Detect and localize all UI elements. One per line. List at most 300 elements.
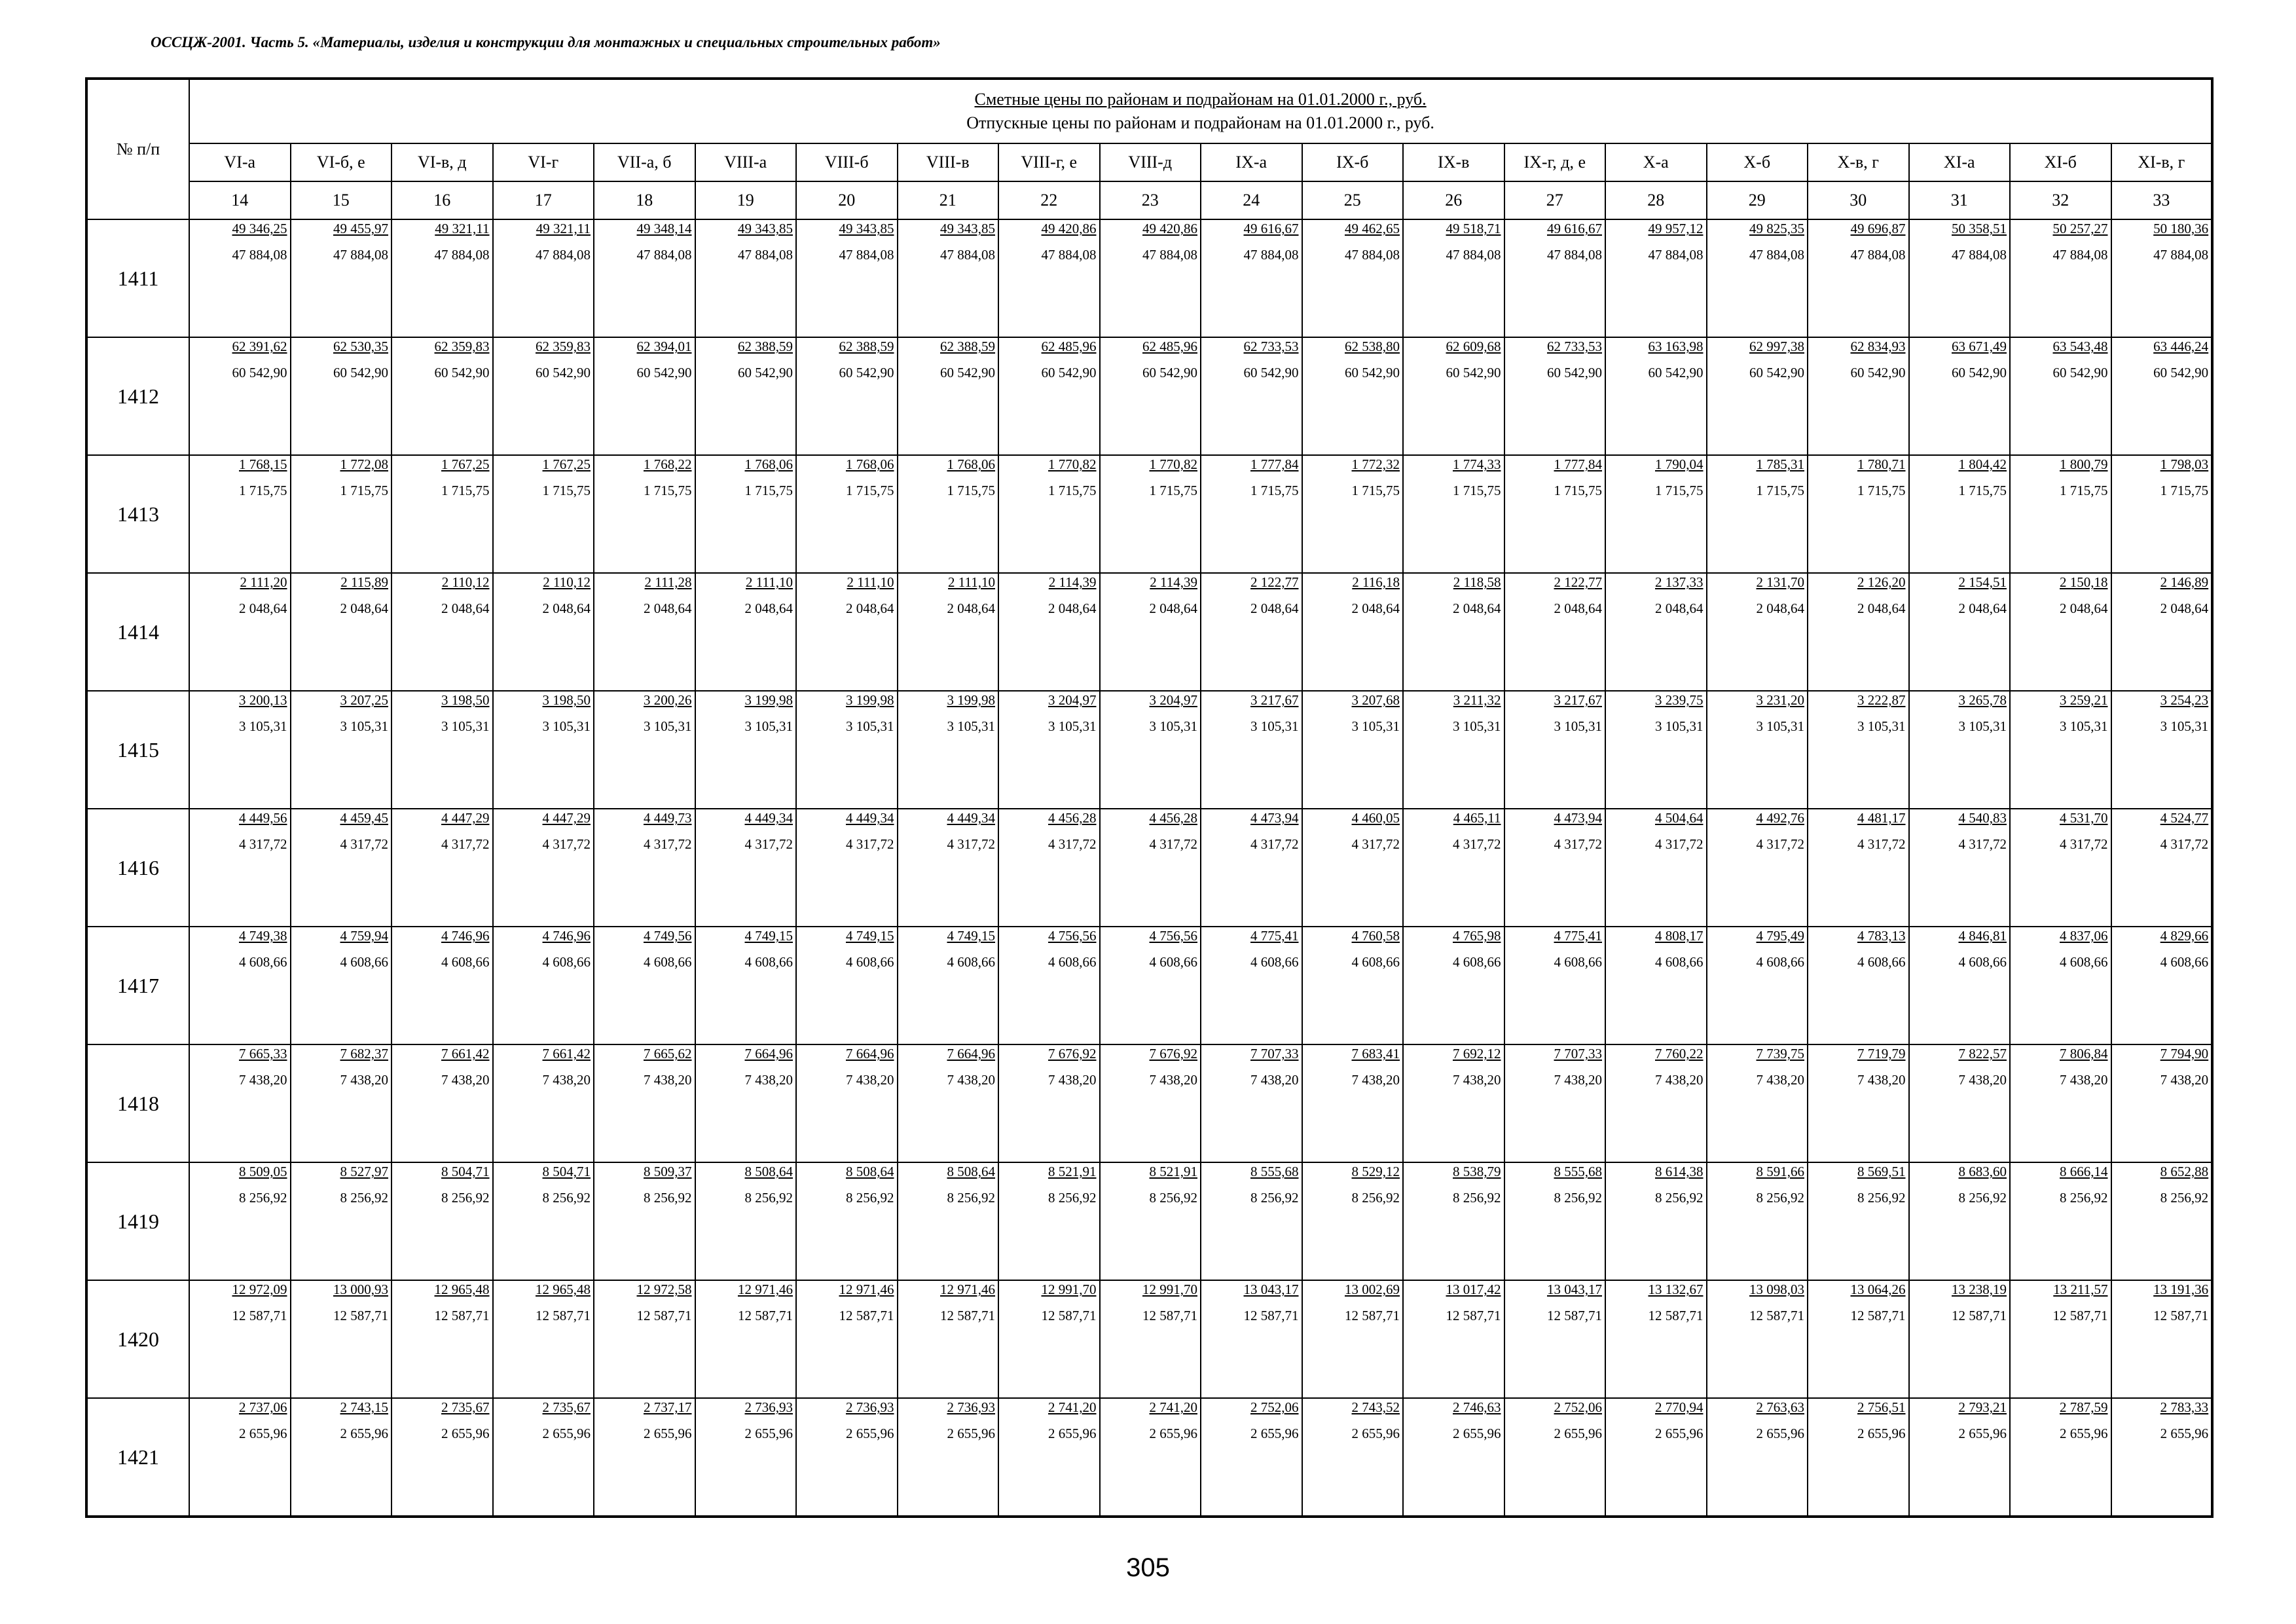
- estimate-price: 8 508,64: [744, 1164, 793, 1179]
- price-cell: [1504, 1398, 1606, 1517]
- release-price: 47 884,08: [636, 247, 692, 263]
- estimate-price: 49 321,11: [435, 221, 490, 236]
- price-cell: [291, 691, 392, 809]
- release-price: 3 105,31: [644, 718, 692, 734]
- release-price: 4 608,66: [1453, 954, 1501, 970]
- price-cell: [1808, 337, 1909, 455]
- price-cell: [594, 1044, 695, 1162]
- estimate-price: 4 775,41: [1250, 928, 1299, 944]
- price-cell: [1403, 1398, 1504, 1517]
- price-cell: [1302, 809, 1404, 927]
- estimate-price: 4 449,34: [744, 810, 793, 826]
- release-price: 2 655,96: [1149, 1426, 1197, 1441]
- price-cell: [189, 337, 291, 455]
- estimate-price: 13 043,17: [1243, 1282, 1299, 1297]
- price-cell: [898, 573, 999, 691]
- price-cell: [1808, 1162, 1909, 1280]
- release-price: 8 256,92: [2060, 1190, 2108, 1206]
- price-cell: [1302, 337, 1404, 455]
- release-price: 60 542,90: [232, 365, 287, 380]
- price-cell: [1201, 1044, 1302, 1162]
- price-cell: [2010, 1398, 2111, 1517]
- release-price: 12 587,71: [839, 1308, 894, 1323]
- estimate-price: 8 529,12: [1351, 1164, 1400, 1179]
- estimate-price: 3 254,23: [2160, 692, 2209, 708]
- estimate-price: 12 972,09: [232, 1282, 287, 1297]
- estimate-price: 2 736,93: [947, 1399, 995, 1415]
- estimate-price: 12 991,70: [1142, 1282, 1197, 1297]
- estimate-price: 8 683,60: [1958, 1164, 2007, 1179]
- estimate-price: 4 531,70: [2060, 810, 2108, 826]
- release-price: 4 317,72: [644, 836, 692, 852]
- release-price: 12 587,71: [2153, 1308, 2209, 1323]
- release-price: 3 105,31: [1857, 718, 1906, 734]
- price-cell: [1302, 927, 1404, 1044]
- price-cell: [695, 455, 797, 573]
- price-cell: [1504, 573, 1606, 691]
- price-cell: [1909, 1162, 2011, 1280]
- table-row: [86, 927, 2212, 1044]
- price-cell: [291, 1044, 392, 1162]
- estimate-price: 12 972,58: [636, 1282, 692, 1297]
- price-cell: [594, 219, 695, 337]
- price-cell: [898, 691, 999, 809]
- release-price: 2 048,64: [2160, 600, 2209, 616]
- estimate-price: 8 555,68: [1554, 1164, 1602, 1179]
- region-header: X-в, г: [1808, 143, 1909, 181]
- price-cell: [1504, 219, 1606, 337]
- release-price: 4 317,72: [1958, 836, 2007, 852]
- estimate-price: 7 794,90: [2160, 1046, 2209, 1061]
- release-price: 8 256,92: [1655, 1190, 1704, 1206]
- estimate-price: 2 735,67: [542, 1399, 591, 1415]
- release-price: 47 884,08: [1850, 247, 1906, 263]
- estimate-price: 50 257,27: [2052, 221, 2108, 236]
- release-price: 7 438,20: [644, 1072, 692, 1088]
- estimate-price: 1 785,31: [1756, 456, 1804, 472]
- release-price: 3 105,31: [1958, 718, 2007, 734]
- price-cell: [291, 337, 392, 455]
- release-price: 2 048,64: [2060, 600, 2108, 616]
- estimate-price: 2 122,77: [1250, 574, 1299, 590]
- price-cell: [2010, 219, 2111, 337]
- release-price: 3 105,31: [1351, 718, 1400, 734]
- release-price: 7 438,20: [1958, 1072, 2007, 1088]
- release-price: 47 884,08: [1243, 247, 1299, 263]
- estimate-price: 2 743,15: [340, 1399, 388, 1415]
- estimate-price: 62 997,38: [1749, 339, 1804, 354]
- estimate-price: 4 447,29: [441, 810, 490, 826]
- estimate-price: 3 204,97: [1048, 692, 1097, 708]
- estimate-price: 2 787,59: [2060, 1399, 2108, 1415]
- region-header: VIII-в: [898, 143, 999, 181]
- price-cell: [998, 337, 1100, 455]
- estimate-price: 4 837,06: [2060, 928, 2108, 944]
- estimate-price: 3 198,50: [542, 692, 591, 708]
- estimate-price: 49 455,97: [333, 221, 388, 236]
- release-price: 2 655,96: [542, 1426, 591, 1441]
- price-cell: [1100, 691, 1201, 809]
- release-price: 8 256,92: [846, 1190, 894, 1206]
- estimate-price: 7 661,42: [542, 1046, 591, 1061]
- release-price: 4 317,72: [441, 836, 490, 852]
- release-price: 60 542,90: [536, 365, 591, 380]
- price-cell: [1504, 1162, 1606, 1280]
- price-cell: [1302, 1162, 1404, 1280]
- price-cell: [1403, 809, 1504, 927]
- release-price: 3 105,31: [1756, 718, 1804, 734]
- estimate-price: 1 768,22: [644, 456, 692, 472]
- price-cell: [695, 809, 797, 927]
- release-price: 1 715,75: [846, 483, 894, 498]
- release-price: 12 587,71: [2052, 1308, 2108, 1323]
- estimate-price: 3 265,78: [1958, 692, 2007, 708]
- column-number: 16: [392, 181, 493, 219]
- release-price: 12 587,71: [232, 1308, 287, 1323]
- price-cell: [493, 1044, 594, 1162]
- price-cell: [1504, 927, 1606, 1044]
- region-header: VI-б, е: [291, 143, 392, 181]
- price-cell: [2111, 1280, 2213, 1398]
- estimate-price: 8 508,64: [947, 1164, 995, 1179]
- estimate-price: 4 749,56: [644, 928, 692, 944]
- estimate-price: 4 481,17: [1857, 810, 1906, 826]
- estimate-price: 62 733,53: [1547, 339, 1602, 354]
- release-price: 47 884,08: [940, 247, 995, 263]
- price-cell: [392, 455, 493, 573]
- price-cell: [1403, 691, 1504, 809]
- estimate-price: 1 772,08: [340, 456, 388, 472]
- price-cell: [1201, 809, 1302, 927]
- estimate-price: 49 321,11: [536, 221, 591, 236]
- estimate-price: 2 793,21: [1958, 1399, 2007, 1415]
- release-price: 2 655,96: [1554, 1426, 1602, 1441]
- row-number: 1417: [86, 927, 189, 1044]
- estimate-price: 12 971,46: [738, 1282, 793, 1297]
- release-price: 3 105,31: [744, 718, 793, 734]
- estimate-price: 2 110,12: [441, 574, 490, 590]
- estimate-price: 4 783,13: [1857, 928, 1906, 944]
- price-cell: [594, 573, 695, 691]
- release-price: 1 715,75: [1149, 483, 1197, 498]
- table-row: [86, 573, 2212, 691]
- price-cell: [1808, 809, 1909, 927]
- estimate-price: 62 485,96: [1142, 339, 1197, 354]
- price-cell: [1403, 1044, 1504, 1162]
- release-price: 4 608,66: [1048, 954, 1097, 970]
- release-price: 4 317,72: [1149, 836, 1197, 852]
- estimate-price: 2 114,39: [1048, 574, 1097, 590]
- estimate-price: 3 211,32: [1453, 692, 1501, 708]
- price-cell: [796, 573, 898, 691]
- estimate-price: 1 767,25: [542, 456, 591, 472]
- estimate-price: 63 671,49: [1952, 339, 2007, 354]
- estimate-price: 2 118,58: [1453, 574, 1501, 590]
- price-cell: [898, 1162, 999, 1280]
- release-price: 2 655,96: [1756, 1426, 1804, 1441]
- estimate-price: 2 122,77: [1554, 574, 1602, 590]
- release-price: 60 542,90: [1749, 365, 1804, 380]
- estimate-price: 7 661,42: [441, 1046, 490, 1061]
- price-cell: [594, 1280, 695, 1398]
- estimate-price: 7 665,33: [239, 1046, 287, 1061]
- price-cell: [392, 1398, 493, 1517]
- estimate-price: 4 449,73: [644, 810, 692, 826]
- release-price: 4 317,72: [1250, 836, 1299, 852]
- estimate-price: 49 420,86: [1041, 221, 1097, 236]
- release-price: 2 048,64: [947, 600, 995, 616]
- estimate-price: 13 098,03: [1749, 1282, 1804, 1297]
- estimate-price: 49 346,25: [232, 221, 287, 236]
- price-cell: [1302, 573, 1404, 691]
- release-price: 2 048,64: [1250, 600, 1299, 616]
- release-price: 8 256,92: [744, 1190, 793, 1206]
- estimate-price: 49 616,67: [1243, 221, 1299, 236]
- price-cell: [291, 1280, 392, 1398]
- table-row: [86, 691, 2212, 809]
- price-cell: [695, 1044, 797, 1162]
- price-cell: [594, 1398, 695, 1517]
- release-price: 1 715,75: [1250, 483, 1299, 498]
- release-price: 8 256,92: [340, 1190, 388, 1206]
- price-cell: [998, 1398, 1100, 1517]
- estimate-price: 8 509,37: [644, 1164, 692, 1179]
- estimate-price: 4 795,49: [1756, 928, 1804, 944]
- release-price: 2 048,64: [744, 600, 793, 616]
- estimate-price: 62 388,59: [839, 339, 894, 354]
- price-cell: [1201, 455, 1302, 573]
- release-price: 8 256,92: [1857, 1190, 1906, 1206]
- release-price: 1 715,75: [1453, 483, 1501, 498]
- release-price: 60 542,90: [2052, 365, 2108, 380]
- estimate-price: 7 822,57: [1958, 1046, 2007, 1061]
- estimate-price: 8 521,91: [1149, 1164, 1197, 1179]
- release-price: 1 715,75: [441, 483, 490, 498]
- release-price: 12 587,71: [1749, 1308, 1804, 1323]
- column-number: 24: [1201, 181, 1302, 219]
- release-price: 4 317,72: [744, 836, 793, 852]
- release-price: 60 542,90: [1648, 365, 1704, 380]
- release-price: 12 587,71: [1952, 1308, 2007, 1323]
- region-header: VIII-г, е: [998, 143, 1100, 181]
- release-price: 1 715,75: [239, 483, 287, 498]
- release-price: 47 884,08: [232, 247, 287, 263]
- price-cell: [493, 809, 594, 927]
- release-price: 7 438,20: [1655, 1072, 1704, 1088]
- estimate-price: 4 460,05: [1351, 810, 1400, 826]
- price-cell: [1605, 809, 1707, 927]
- price-table: [85, 77, 2214, 1518]
- estimate-price: 2 741,20: [1048, 1399, 1097, 1415]
- price-cell: [1909, 219, 2011, 337]
- estimate-price: 4 746,96: [542, 928, 591, 944]
- estimate-price: 8 569,51: [1857, 1164, 1906, 1179]
- price-cell: [1909, 337, 2011, 455]
- estimate-price: 3 231,20: [1756, 692, 1804, 708]
- estimate-price: 4 749,15: [744, 928, 793, 944]
- estimate-price: 2 756,51: [1857, 1399, 1906, 1415]
- release-price: 4 317,72: [1554, 836, 1602, 852]
- price-cell: [1100, 337, 1201, 455]
- table-row: [86, 1162, 2212, 1280]
- release-price: 8 256,92: [1048, 1190, 1097, 1206]
- price-cell: [998, 927, 1100, 1044]
- table-row: [86, 337, 2212, 455]
- price-cell: [493, 1398, 594, 1517]
- price-cell: [1504, 337, 1606, 455]
- release-price: 12 587,71: [1648, 1308, 1704, 1323]
- price-cell: [1909, 927, 2011, 1044]
- row-number: 1415: [86, 691, 189, 809]
- release-price: 4 608,66: [1857, 954, 1906, 970]
- release-price: 4 317,72: [846, 836, 894, 852]
- estimate-price: 1 804,42: [1958, 456, 2007, 472]
- estimate-price: 2 115,89: [340, 574, 388, 590]
- estimate-price: 7 707,33: [1250, 1046, 1299, 1061]
- price-cell: [1504, 455, 1606, 573]
- region-header: VIII-д: [1100, 143, 1201, 181]
- estimate-price: 2 737,06: [239, 1399, 287, 1415]
- price-cell: [1605, 927, 1707, 1044]
- price-cell: [189, 1398, 291, 1517]
- release-price: 60 542,90: [2153, 365, 2209, 380]
- estimate-price: 2 150,18: [2060, 574, 2108, 590]
- column-number: 26: [1403, 181, 1504, 219]
- release-price: 60 542,90: [1446, 365, 1501, 380]
- release-price: 2 048,64: [1351, 600, 1400, 616]
- estimate-price: 2 114,39: [1150, 574, 1197, 590]
- release-price: 4 608,66: [542, 954, 591, 970]
- table-row: [86, 1398, 2212, 1517]
- release-price: 12 587,71: [434, 1308, 490, 1323]
- estimate-price: 2 154,51: [1958, 574, 2007, 590]
- estimate-price: 1 770,82: [1048, 456, 1097, 472]
- estimate-price: 63 163,98: [1648, 339, 1704, 354]
- release-price: 2 655,96: [2060, 1426, 2108, 1441]
- price-cell: [493, 691, 594, 809]
- release-price: 2 655,96: [1048, 1426, 1097, 1441]
- release-price: 60 542,90: [1850, 365, 1906, 380]
- estimate-price: 4 808,17: [1655, 928, 1704, 944]
- price-cell: [189, 1162, 291, 1280]
- price-cell: [1605, 1398, 1707, 1517]
- price-cell: [493, 1280, 594, 1398]
- column-number: 25: [1302, 181, 1404, 219]
- row-number: 1412: [86, 337, 189, 455]
- estimate-price: 2 735,67: [441, 1399, 490, 1415]
- release-price: 4 608,66: [947, 954, 995, 970]
- price-cell: [898, 337, 999, 455]
- estimate-price: 4 760,58: [1351, 928, 1400, 944]
- price-cell: [291, 1398, 392, 1517]
- release-price: 1 715,75: [644, 483, 692, 498]
- release-price: 4 317,72: [2160, 836, 2209, 852]
- price-cell: [898, 455, 999, 573]
- estimate-price: 50 358,51: [1952, 221, 2007, 236]
- release-price: 8 256,92: [644, 1190, 692, 1206]
- region-header: VI-а: [189, 143, 291, 181]
- release-price: 2 655,96: [1958, 1426, 2007, 1441]
- estimate-price: 8 504,71: [441, 1164, 490, 1179]
- release-price: 60 542,90: [1243, 365, 1299, 380]
- price-cell: [1100, 455, 1201, 573]
- price-cell: [1707, 927, 1808, 1044]
- price-cell: [291, 927, 392, 1044]
- release-price: 8 256,92: [542, 1190, 591, 1206]
- region-header: IX-б: [1302, 143, 1404, 181]
- price-cell: [695, 337, 797, 455]
- estimate-price: 13 002,69: [1345, 1282, 1400, 1297]
- release-price: 2 655,96: [1655, 1426, 1704, 1441]
- price-cell: [796, 219, 898, 337]
- row-number: 1419: [86, 1162, 189, 1280]
- release-price: 1 715,75: [1048, 483, 1097, 498]
- estimate-price: 13 211,57: [2053, 1282, 2108, 1297]
- column-number: 28: [1605, 181, 1707, 219]
- release-price: 47 884,08: [434, 247, 490, 263]
- release-price: 3 105,31: [542, 718, 591, 734]
- release-price: 4 608,66: [644, 954, 692, 970]
- release-price: 7 438,20: [441, 1072, 490, 1088]
- estimate-price: 4 746,96: [441, 928, 490, 944]
- price-cell: [2111, 927, 2213, 1044]
- price-cell: [1707, 1044, 1808, 1162]
- column-number: 15: [291, 181, 392, 219]
- price-cell: [1707, 809, 1808, 927]
- release-price: 3 105,31: [441, 718, 490, 734]
- price-cell: [796, 1162, 898, 1280]
- release-price: 2 048,64: [1958, 600, 2007, 616]
- estimate-price: 4 765,98: [1453, 928, 1501, 944]
- release-price: 2 048,64: [340, 600, 388, 616]
- price-cell: [2111, 455, 2213, 573]
- price-cell: [2111, 219, 2213, 337]
- release-price: 4 317,72: [1857, 836, 1906, 852]
- price-cell: [1302, 1280, 1404, 1398]
- price-cell: [898, 1280, 999, 1398]
- release-price: 7 438,20: [1149, 1072, 1197, 1088]
- table-header: [86, 79, 2212, 219]
- price-cell: [189, 1280, 291, 1398]
- price-cell: [1808, 1044, 1909, 1162]
- price-cell: [1302, 455, 1404, 573]
- release-price: 4 317,72: [1453, 836, 1501, 852]
- price-cell: [1100, 809, 1201, 927]
- price-cell: [796, 691, 898, 809]
- price-cell: [796, 927, 898, 1044]
- price-cell: [2010, 1044, 2111, 1162]
- estimate-price: 4 465,11: [1453, 810, 1501, 826]
- price-cell: [493, 219, 594, 337]
- region-header: IX-в: [1403, 143, 1504, 181]
- estimate-price: 13 064,26: [1850, 1282, 1906, 1297]
- price-cell: [2111, 1044, 2213, 1162]
- price-cell: [1403, 927, 1504, 1044]
- estimate-price: 2 783,33: [2160, 1399, 2209, 1415]
- estimate-price: 49 825,35: [1749, 221, 1804, 236]
- estimate-price: 12 965,48: [434, 1282, 490, 1297]
- price-cell: [998, 219, 1100, 337]
- price-cell: [1605, 691, 1707, 809]
- release-price: 7 438,20: [2060, 1072, 2108, 1088]
- price-cell: [189, 573, 291, 691]
- column-number: 32: [2010, 181, 2111, 219]
- release-price: 60 542,90: [1547, 365, 1602, 380]
- release-price: 12 587,71: [1850, 1308, 1906, 1323]
- price-cell: [1201, 573, 1302, 691]
- column-number-row: [86, 181, 2212, 219]
- release-price: 60 542,90: [1041, 365, 1097, 380]
